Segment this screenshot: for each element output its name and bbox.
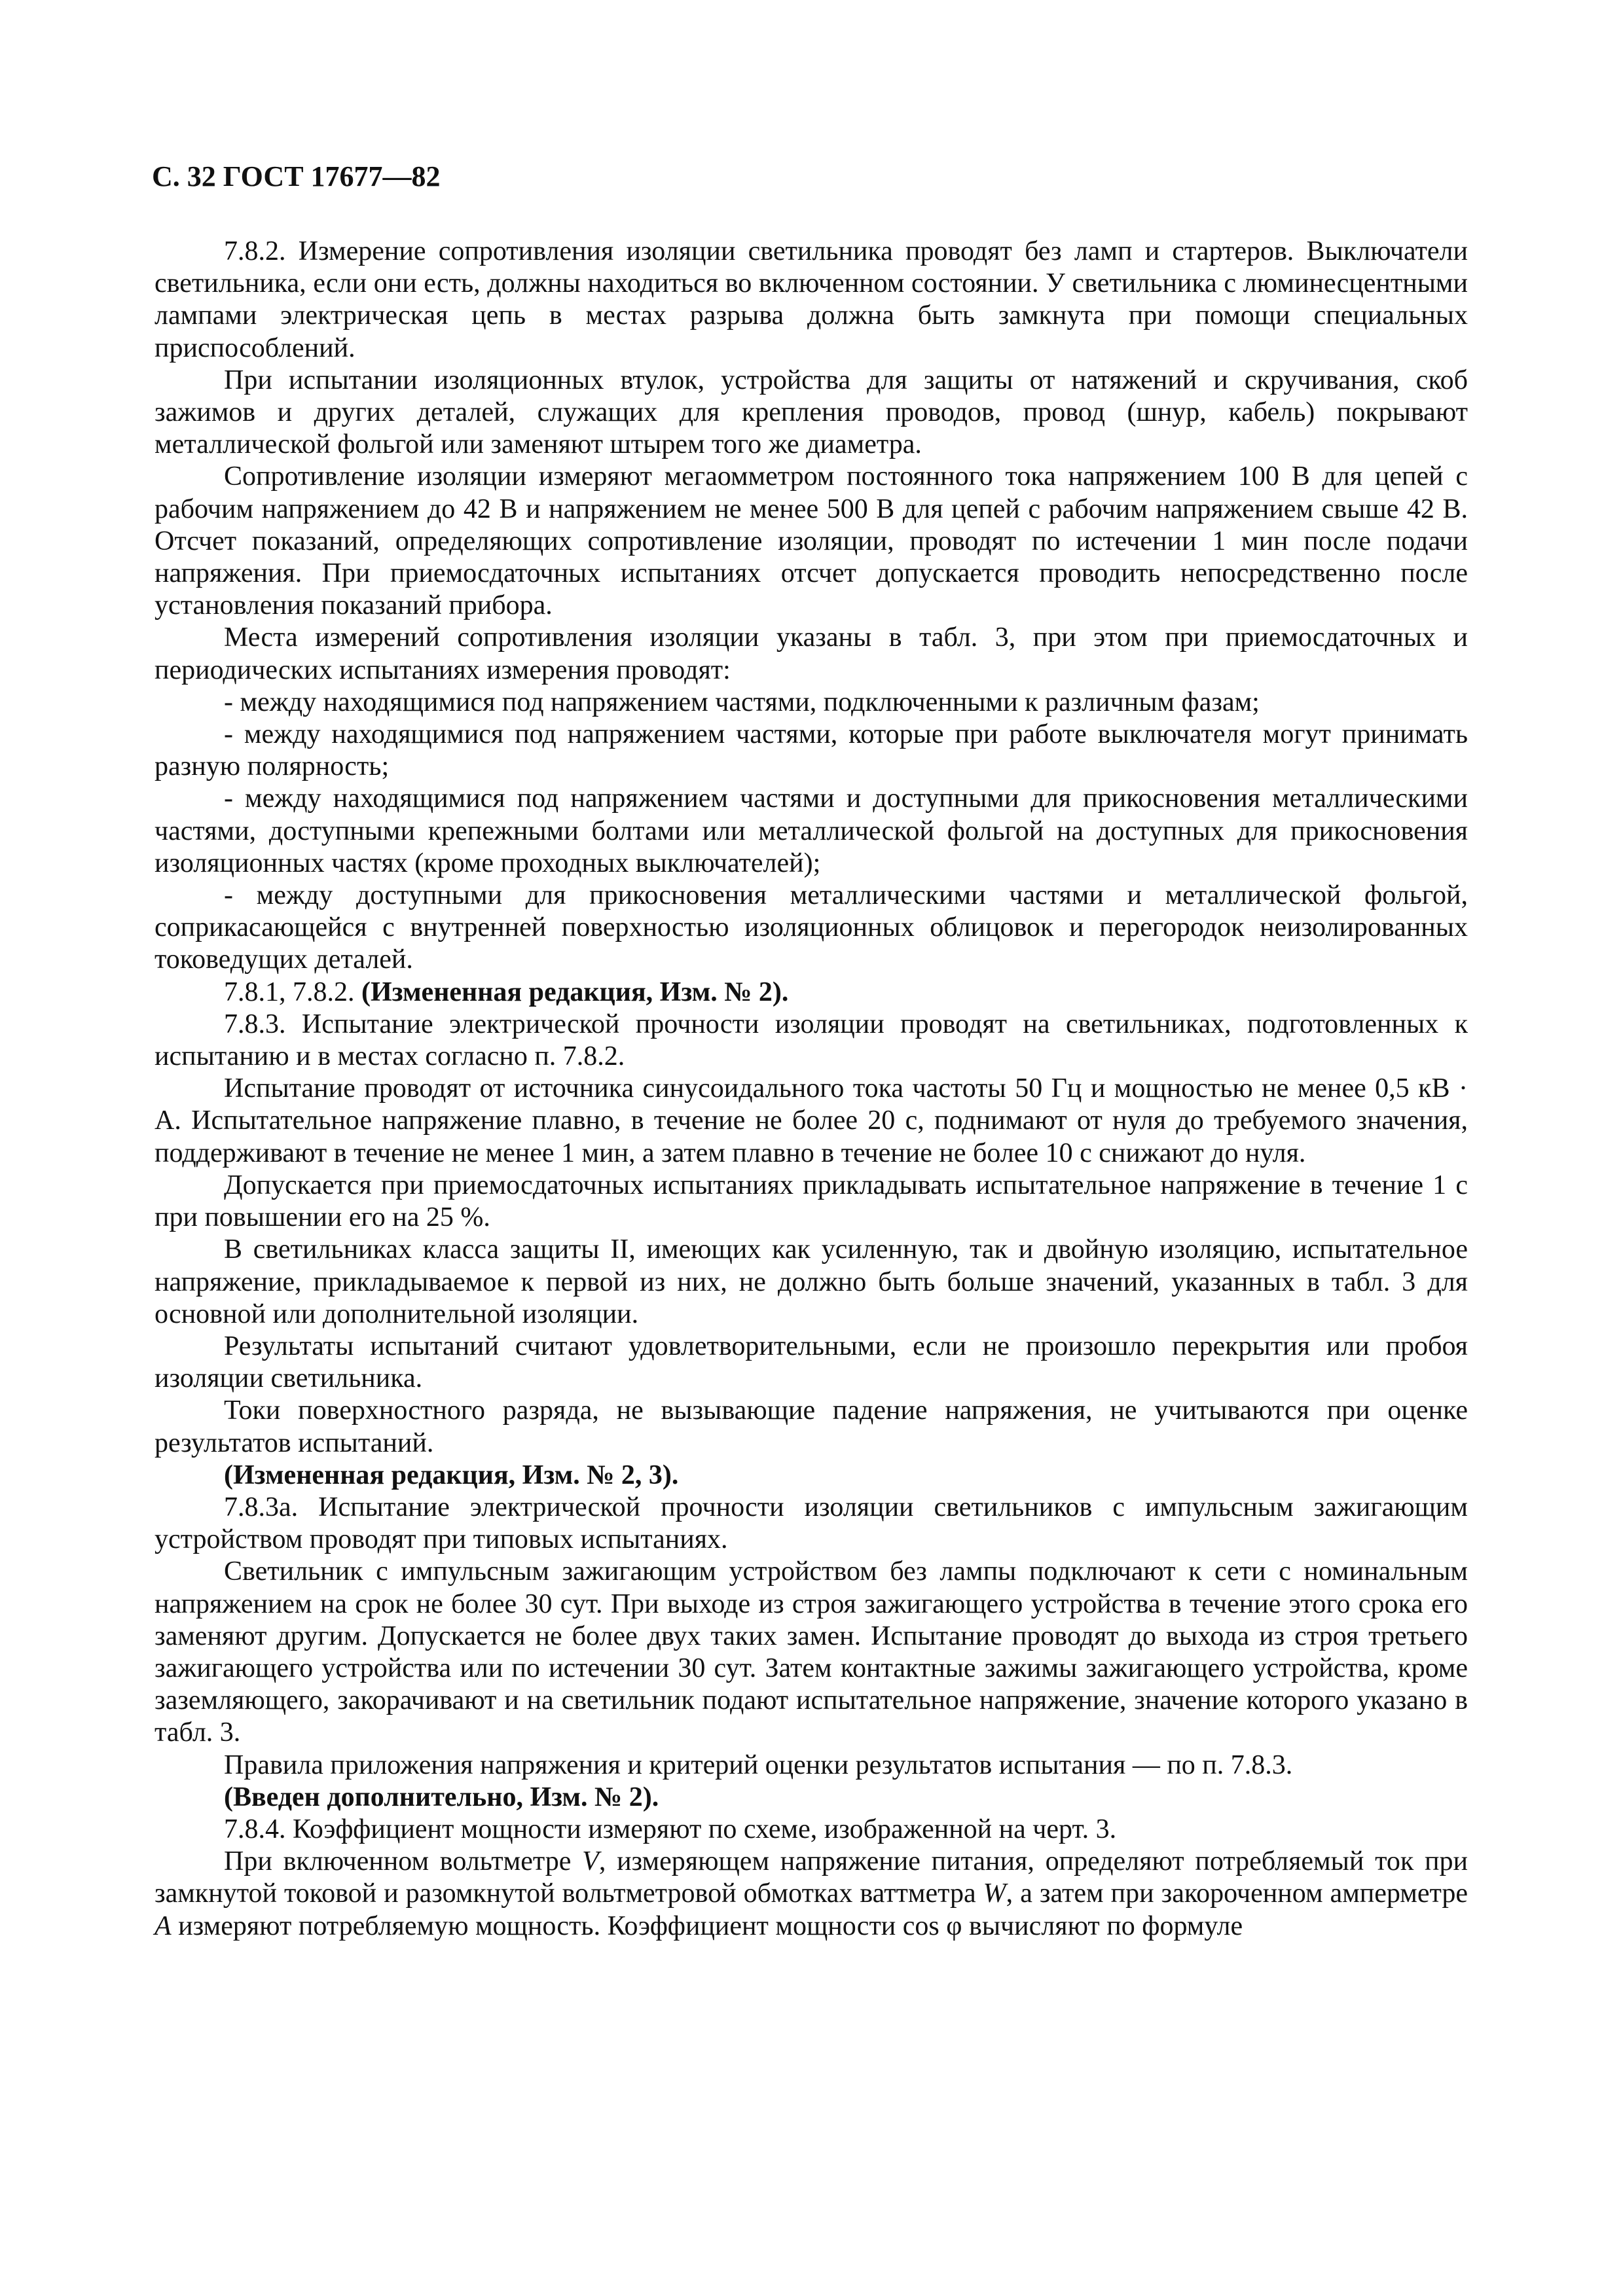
paragraph-acceptance-test: Допускается при приемосдаточных испытаниях прикладывать испытательное напряжение в течение 1 с при повышении его на 25 %. [155,1170,1468,1233]
list-item-polarity: - между находящимися под напряжением частями, которые при работе выключателя могут принимать разную полярность; [155,719,1468,782]
ammeter-symbol: A [155,1910,172,1941]
amendment-note-introduced: (Введен дополнительно, Изм. № 2). [224,1782,659,1812]
paragraph-power-factor [155,1846,1468,1943]
page-header: С. 32 ГОСТ 17677—82 [152,160,441,192]
pf-text-3: , а затем при закороченном амперметре [1006,1878,1468,1909]
paragraph-7-8-3: 7.8.3. Испытание электрической прочности изоляции проводят на светильниках, подготовленных к испытанию и в местах согласно п. 7.8.2. [155,1009,1468,1072]
amendment-note-2-3: (Измененная редакция, Изм. № 2, 3). [224,1460,679,1490]
paragraph-class-ii: В светильниках класса защиты II, имеющих как усиленную, так и двойную изоляцию, испытательное напряжение, прикладываемое к первой из них, не должно быть больше значений, указанных в табл. 3 для основной или дополнительной изоляции. [155,1234,1468,1329]
paragraph-7-8-3a: 7.8.3а. Испытание электрической прочности изоляции светильников с импульсным зажигающим устройством проводят при типовых испытаниях. [155,1492,1468,1555]
paragraph-pulse-igniter: Светильник с импульсным зажигающим устройством без лампы подключают к сети с номинальным напряжением на срок не более 30 сут. При выходе из строя зажигающего устройства в течение этого срока его заменяют другим. Допускается не более двух таких замен. Испытание проводят до выхода из строя третьего зажигающего устройства или по истечении 30 сут. Затем контактные зажимы зажигающего устройства, кроме заземляющего, закорачивают и на светильник подают испытательное напряжение, значение которого указано в табл. 3. [155,1556,1468,1748]
amendment-ref: 7.8.1, 7.8.2. [224,977,355,1007]
pf-text-4: измеряют потребляемую мощность. Коэффициент мощности cos φ вычисляют по формуле [178,1910,1243,1941]
paragraph-7-8-4: 7.8.4. Коэффициент мощности измеряют по схеме, изображенной на черт. 3. [224,1814,1117,1844]
paragraph-7-8-2: 7.8.2. Измерение сопротивления изоляции светильника проводят без ламп и стартеров. Выключатели светильника, если они есть, должны находиться во включенном состоянии. У светильника с люминесцентными лампами электрическая цепь в местах разрыва должна быть замкнута при помощи специальных приспособлений. [155,236,1468,363]
paragraph-insulation-resistance: Сопротивление изоляции измеряют мегаомметром постоянного тока напряжением 100 В для цепей с рабочим напряжением до 42 В и напряжением не менее 500 В для цепей с рабочим напряжением свыше 42 В. Отсчет показаний, определяющих сопротивление изоляции, проводят по истечении 1 мин после подачи напряжения. При приемосдаточных испытаниях отсчет допускается проводить непосредственно после установления показаний прибора. [155,461,1468,621]
paragraph-test-source: Испытание проводят от источника синусоидального тока частоты 50 Гц и мощностью не менее 0,5 кВ · А. Испытательное напряжение плавно, в течение не более 20 с, поднимают от нуля до требуемого значения, поддерживают в течение не менее 1 мин, а затем плавно в течение не более 10 с снижают до нуля. [155,1073,1468,1168]
list-item-phases: - между находящимися под напряжением частями, подключенными к различным фазам; [224,687,1260,717]
paragraph-results: Результаты испытаний считают удовлетворительными, если не произошло перекрытия или пробоя изоляции светильника. [155,1331,1468,1394]
paragraph-rules: Правила приложения напряжения и критерий оценки результатов испытания — по п. 7.8.3. [224,1749,1293,1780]
amendment-note-7-8-1 [155,977,1468,1009]
paragraph-surface-discharge: Токи поверхностного разряда, не вызывающие падение напряжения, не учитываются при оценке результатов испытаний. [155,1395,1468,1458]
document-body [155,236,1468,1943]
paragraph-measurement-places: Места измерений сопротивления изоляции указаны в табл. 3, при этом при приемосдаточных и периодических испытаниях измерения проводят: [155,622,1468,685]
wattmeter-symbol: W [983,1878,1006,1909]
amendment-label: (Измененная редакция, Изм. № 2). [361,977,789,1007]
paragraph-insulating-bushings: При испытании изоляционных втулок, устройства для защиты от натяжений и скручивания, скоб зажимов и других деталей, служащих для крепления проводов, провод (шнур, кабель) покрывают металлической фольгой или заменяют штырем того же диаметра. [155,365,1468,460]
pf-text-1: При включенном вольтметре [224,1846,572,1877]
voltmeter-symbol: V [582,1846,599,1877]
list-item-accessible-parts: - между находящимися под напряжением частями и доступными для прикосновения металлическими частями, доступными крепежными болтами или металлической фольгой на доступных для прикосновения изоляционных частях (кроме проходных выключателей); [155,783,1468,878]
pf-text-2: , измеряющем напряжение питания, определяют потребляемый ток при замкнутой токовой и разомкнутой вольтметровой обмотках ваттметра [155,1846,1468,1909]
list-item-metal-foil: - между доступными для прикосновения металлическими частями и металлической фольгой, соприкасающейся с внутренней поверхностью изоляционных облицовок и перегородок неизолированных токоведущих деталей. [155,880,1468,975]
